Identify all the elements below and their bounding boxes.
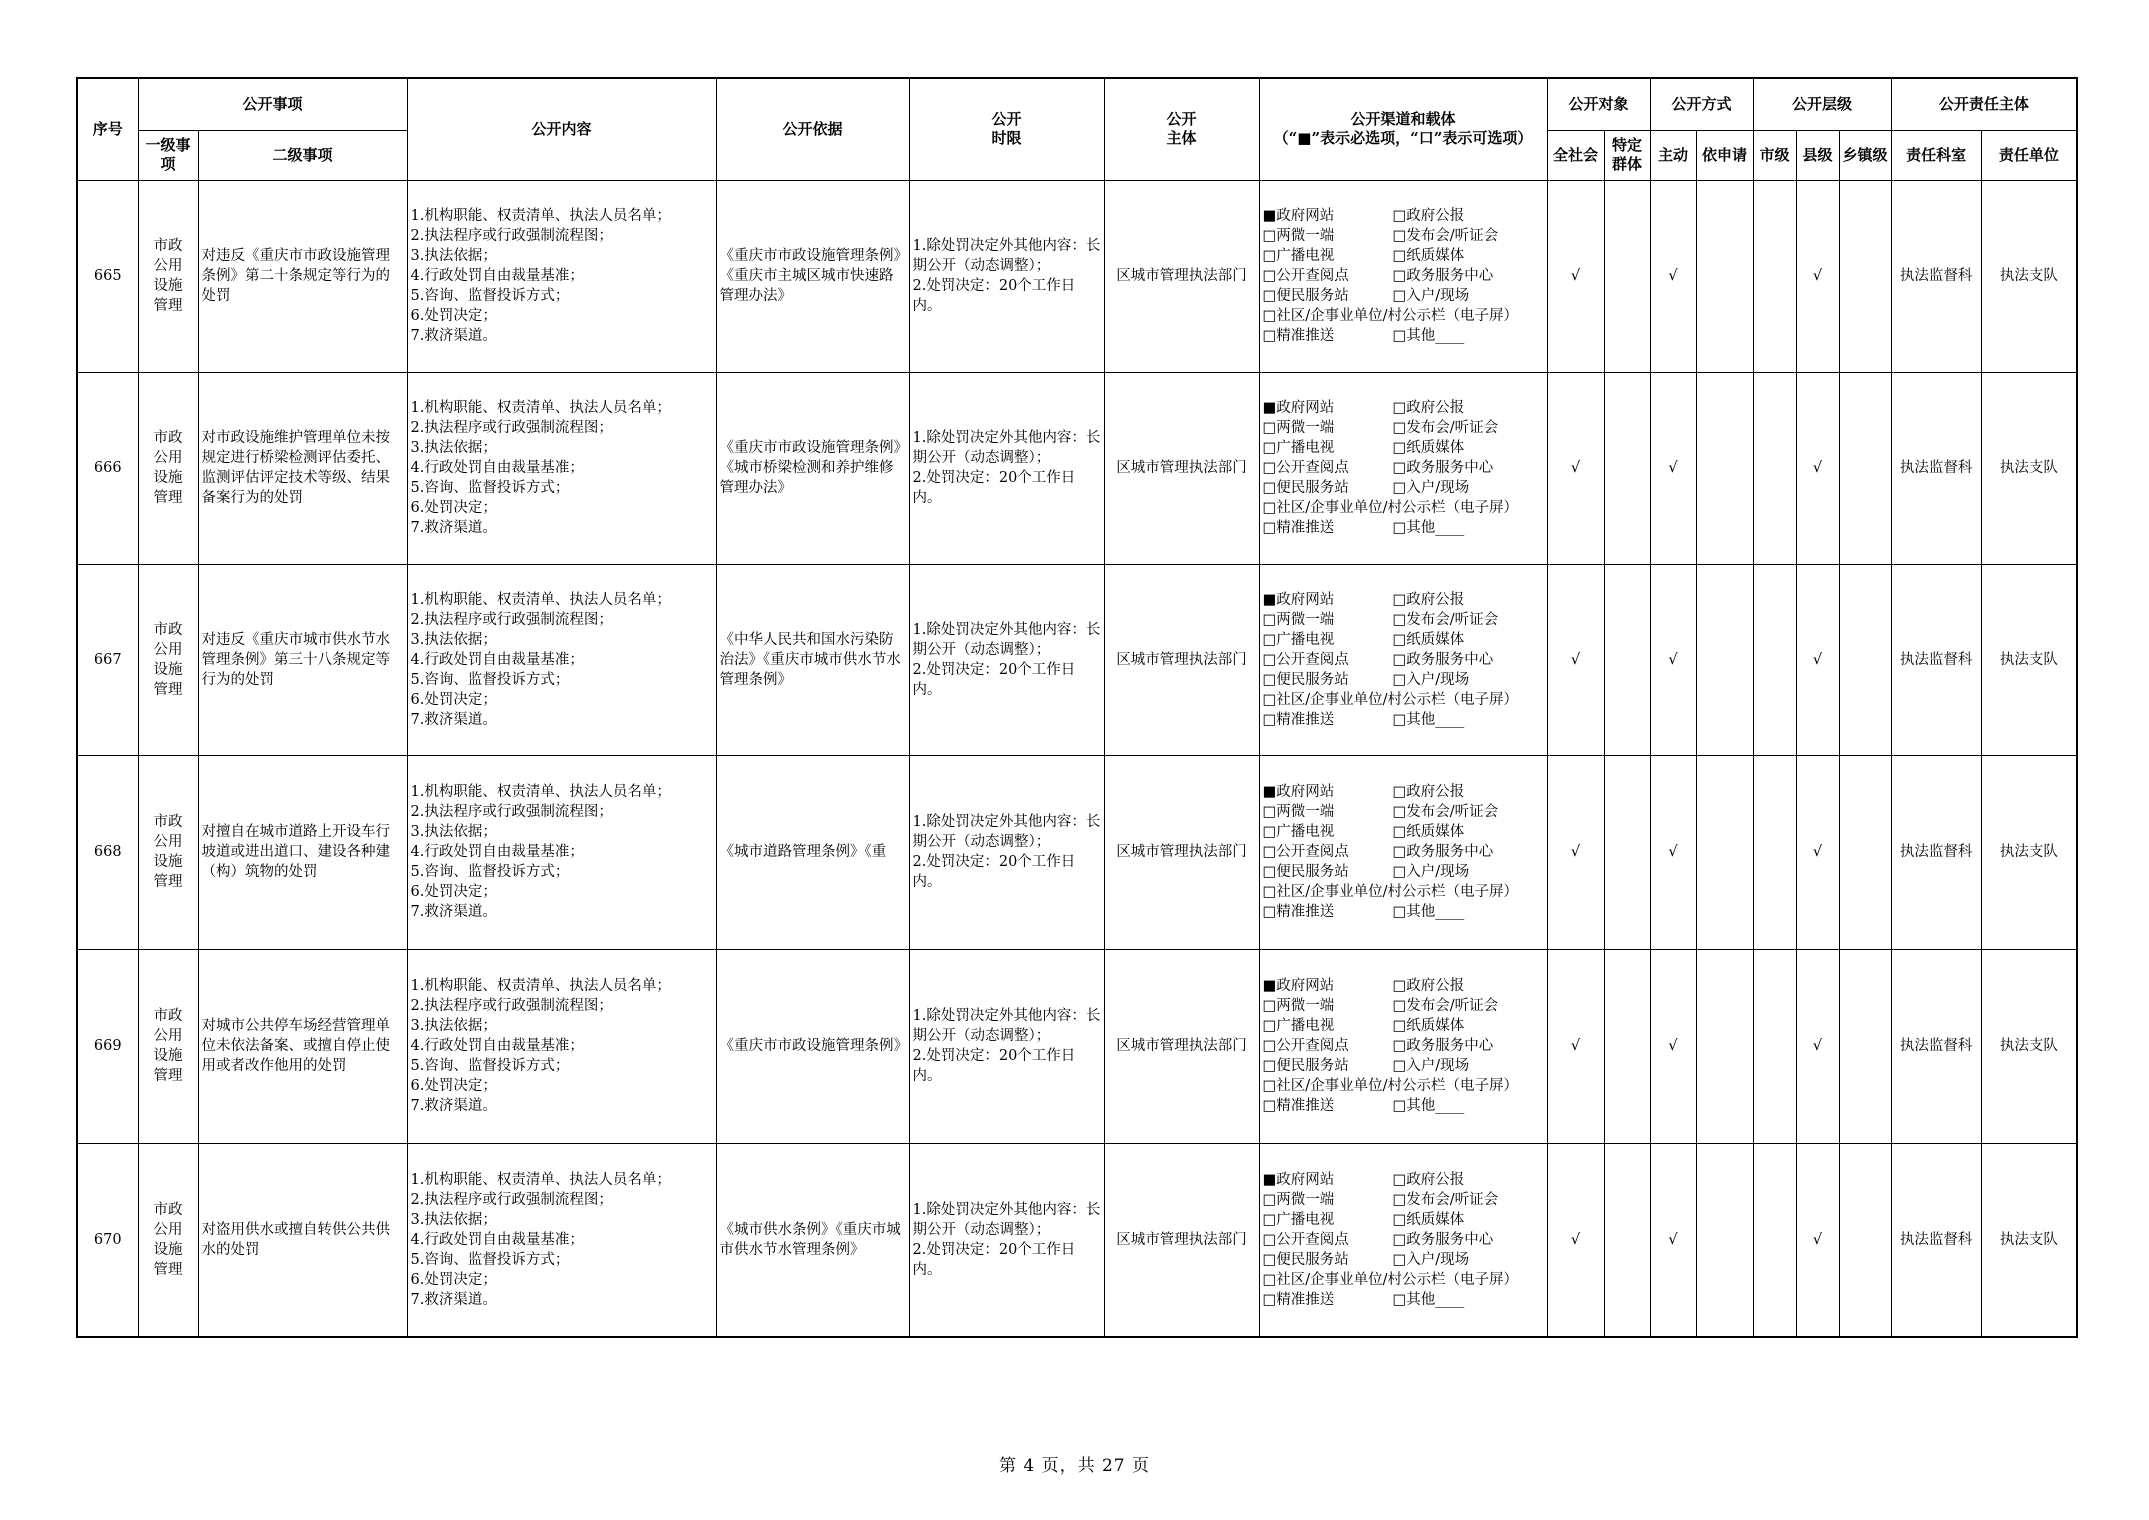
- row-county: √: [1796, 1143, 1839, 1337]
- row-on-request: [1696, 949, 1753, 1143]
- channel-option: □纸质媒体: [1392, 1211, 1465, 1228]
- row-basis: 《重庆市市政设施管理条例》: [716, 949, 909, 1143]
- row-content: 1.机构职能、权责清单、执法人员名单； 2.执法程序或行政强制流程图； 3.执法依据； 4.行政处罚自由裁量基准； 5.咨询、监督投诉方式； 6.处罚决定； 7.救济渠道。: [407, 755, 716, 949]
- row-resp-unit: 执法支队: [1981, 564, 2077, 755]
- channel-list: [1263, 398, 1544, 538]
- row-city: [1753, 372, 1796, 564]
- row-basis: 《城市供水条例》《重庆市城市供水节水管理条例》: [716, 1143, 909, 1337]
- channel-option: □入户/现场: [1392, 1251, 1470, 1268]
- row-resp-office: 执法监督科: [1891, 949, 1981, 1143]
- row-resp-office: 执法监督科: [1891, 180, 1981, 372]
- channel-option: □入户/现场: [1392, 671, 1470, 688]
- row-channels: [1259, 755, 1547, 949]
- row-city: [1753, 949, 1796, 1143]
- channel-list: [1263, 1170, 1544, 1310]
- channel-option: □政府公报: [1392, 400, 1465, 416]
- header-county: 县级: [1796, 130, 1839, 180]
- header-city: 市级: [1753, 130, 1796, 180]
- row-subject: 区城市管理执法部门: [1104, 755, 1259, 949]
- channel-option: □其他____: [1392, 328, 1465, 344]
- row-all-society: √: [1547, 372, 1604, 564]
- row-city: [1753, 180, 1796, 372]
- channel-option: □社区/企事业单位/村公示栏（电子屏）: [1262, 691, 1518, 708]
- row-subject: 区城市管理执法部门: [1104, 1143, 1259, 1337]
- row-channels: [1259, 564, 1547, 755]
- channel-list: [1263, 782, 1544, 922]
- row-resp-unit: 执法支队: [1981, 372, 2077, 564]
- row-channels: [1259, 180, 1547, 372]
- row-active: √: [1650, 949, 1696, 1143]
- channel-list: [1263, 590, 1544, 730]
- channel-option: □入户/现场: [1392, 864, 1470, 880]
- header-resp: 公开责任主体: [1891, 78, 2077, 130]
- channel-option: □政务服务中心: [1392, 1038, 1494, 1054]
- channel-option: □精准推送: [1262, 711, 1335, 728]
- channel-option: □社区/企事业单位/村公示栏（电子屏）: [1262, 500, 1518, 516]
- channel-option: □广播电视: [1262, 248, 1335, 264]
- row-active: √: [1650, 180, 1696, 372]
- channel-option: □公开查阅点: [1262, 651, 1349, 668]
- channel-option: □发布会/听证会: [1392, 228, 1499, 244]
- row-on-request: [1696, 372, 1753, 564]
- row-township: [1839, 180, 1891, 372]
- row-level2: 对城市公共停车场经营管理单位未依法备案、或擅自停止使用或者改作他用的处罚: [198, 949, 407, 1143]
- channel-option: ■政府网站: [1262, 1171, 1335, 1188]
- channel-option: □两微一端: [1262, 228, 1335, 244]
- channel-option: □发布会/听证会: [1392, 1191, 1499, 1208]
- channel-option: □入户/现场: [1392, 288, 1470, 304]
- channel-option: □社区/企事业单位/村公示栏（电子屏）: [1262, 1271, 1518, 1288]
- row-seq: 665: [77, 180, 138, 372]
- channel-option: □发布会/听证会: [1392, 420, 1499, 436]
- header-resp-unit: 责任单位: [1981, 130, 2077, 180]
- channel-option: □公开查阅点: [1262, 268, 1349, 284]
- header-resp-office: 责任科室: [1891, 130, 1981, 180]
- row-time-limit: 1.除处罚决定外其他内容：长期公开（动态调整）； 2.处罚决定：20个工作日内。: [909, 1143, 1104, 1337]
- row-township: [1839, 564, 1891, 755]
- row-time-limit: 1.除处罚决定外其他内容：长期公开（动态调整）； 2.处罚决定：20个工作日内。: [909, 949, 1104, 1143]
- row-content: 1.机构职能、权责清单、执法人员名单； 2.执法程序或行政强制流程图； 3.执法依据； 4.行政处罚自由裁量基准； 5.咨询、监督投诉方式； 6.处罚决定； 7.救济渠道。: [407, 949, 716, 1143]
- channel-option: □便民服务站: [1262, 1251, 1349, 1268]
- channel-option: □便民服务站: [1262, 1058, 1349, 1074]
- row-active: √: [1650, 564, 1696, 755]
- row-level2: 对擅自在城市道路上开设车行坡道或进出道口、建设各种建（构）筑物的处罚: [198, 755, 407, 949]
- channel-option: ■政府网站: [1262, 591, 1335, 608]
- row-all-society: √: [1547, 180, 1604, 372]
- row-city: [1753, 755, 1796, 949]
- channel-option: □政府公报: [1392, 591, 1465, 608]
- row-resp-office: 执法监督科: [1891, 755, 1981, 949]
- row-resp-office: 执法监督科: [1891, 1143, 1981, 1337]
- row-county: √: [1796, 949, 1839, 1143]
- row-resp-unit: 执法支队: [1981, 949, 2077, 1143]
- row-basis: 《中华人民共和国水污染防治法》《重庆市城市供水节水管理条例》: [716, 564, 909, 755]
- header-method: 公开方式: [1650, 78, 1753, 130]
- channel-option: ■政府网站: [1262, 978, 1335, 994]
- channel-option: □其他____: [1392, 1098, 1465, 1114]
- table-row: [77, 372, 2077, 564]
- row-time-limit: 1.除处罚决定外其他内容：长期公开（动态调整）； 2.处罚决定：20个工作日内。: [909, 180, 1104, 372]
- row-content: 1.机构职能、权责清单、执法人员名单； 2.执法程序或行政强制流程图； 3.执法依据； 4.行政处罚自由裁量基准； 5.咨询、监督投诉方式； 6.处罚决定； 7.救济渠道。: [407, 564, 716, 755]
- channel-option: □入户/现场: [1392, 480, 1470, 496]
- row-specific-group: [1604, 564, 1650, 755]
- channel-option: □便民服务站: [1262, 671, 1349, 688]
- channel-option: □广播电视: [1262, 1211, 1335, 1228]
- table-row: [77, 564, 2077, 755]
- row-all-society: √: [1547, 755, 1604, 949]
- channel-option: □两微一端: [1262, 804, 1335, 820]
- row-channels: [1259, 372, 1547, 564]
- row-level1: 市政公用设施管理: [138, 1143, 198, 1337]
- header-audience: 公开对象: [1547, 78, 1650, 130]
- channel-option: □政务服务中心: [1392, 844, 1494, 860]
- row-seq: 666: [77, 372, 138, 564]
- row-city: [1753, 1143, 1796, 1337]
- channel-option: □其他____: [1392, 711, 1465, 728]
- row-active: √: [1650, 1143, 1696, 1337]
- row-level1: 市政公用设施管理: [138, 949, 198, 1143]
- header-level2: 二级事项: [198, 130, 407, 180]
- channel-option: □公开查阅点: [1262, 1231, 1349, 1248]
- table-body: [77, 180, 2077, 1337]
- channel-option: □精准推送: [1262, 520, 1335, 536]
- header-level1: 一级事项: [138, 130, 198, 180]
- channel-option: □政府公报: [1392, 1171, 1465, 1188]
- table-row: [77, 755, 2077, 949]
- channel-option: □广播电视: [1262, 631, 1335, 648]
- header-all-society: 全社会: [1547, 130, 1604, 180]
- header-channel: 公开渠道和载体 （“■”表示必选项，“口”表示可选项）: [1259, 78, 1547, 180]
- row-township: [1839, 372, 1891, 564]
- row-subject: 区城市管理执法部门: [1104, 949, 1259, 1143]
- channel-option: □纸质媒体: [1392, 824, 1465, 840]
- channel-option: □两微一端: [1262, 1191, 1335, 1208]
- disclosure-table: [76, 77, 2078, 1338]
- header-active: 主动: [1650, 130, 1696, 180]
- row-content: 1.机构职能、权责清单、执法人员名单； 2.执法程序或行政强制流程图； 3.执法依据； 4.行政处罚自由裁量基准； 5.咨询、监督投诉方式； 6.处罚决定； 7.救济渠道。: [407, 180, 716, 372]
- header-basis: 公开依据: [716, 78, 909, 180]
- channel-option: □政务服务中心: [1392, 460, 1494, 476]
- channel-option: □政府公报: [1392, 784, 1465, 800]
- channel-option: □精准推送: [1262, 904, 1335, 920]
- header-matter: 公开事项: [138, 78, 407, 130]
- row-level1: 市政公用设施管理: [138, 564, 198, 755]
- row-level1: 市政公用设施管理: [138, 180, 198, 372]
- row-specific-group: [1604, 1143, 1650, 1337]
- row-channels: [1259, 949, 1547, 1143]
- channel-option: □政务服务中心: [1392, 268, 1494, 284]
- channel-option: □便民服务站: [1262, 288, 1349, 304]
- channel-option: □精准推送: [1262, 1098, 1335, 1114]
- channel-option: □纸质媒体: [1392, 248, 1465, 264]
- channel-option: □其他____: [1392, 520, 1465, 536]
- header-time-limit: 公开 时限: [909, 78, 1104, 180]
- row-basis: 《重庆市市政设施管理条例》《城市桥梁检测和养护维修管理办法》: [716, 372, 909, 564]
- table-row: [77, 180, 2077, 372]
- row-basis: 《重庆市市政设施管理条例》《重庆市主城区城市快速路管理办法》: [716, 180, 909, 372]
- row-level2: 对盗用供水或擅自转供公共供水的处罚: [198, 1143, 407, 1337]
- row-time-limit: 1.除处罚决定外其他内容：长期公开（动态调整）； 2.处罚决定：20个工作日内。: [909, 372, 1104, 564]
- channel-option: □纸质媒体: [1392, 1018, 1465, 1034]
- channel-list: [1263, 976, 1544, 1116]
- channel-option: □社区/企事业单位/村公示栏（电子屏）: [1262, 308, 1518, 324]
- channel-option: □发布会/听证会: [1392, 804, 1499, 820]
- channel-option: □精准推送: [1262, 328, 1335, 344]
- row-subject: 区城市管理执法部门: [1104, 564, 1259, 755]
- header-subject: 公开 主体: [1104, 78, 1259, 180]
- row-county: √: [1796, 564, 1839, 755]
- page-footer: 第 4 页，共 27 页: [998, 1456, 1151, 1476]
- row-level2: 对市政设施维护管理单位未按规定进行桥梁检测评估委托、监测评估评定技术等级、结果备案行为的处罚: [198, 372, 407, 564]
- channel-option: □政务服务中心: [1392, 651, 1494, 668]
- channel-option: □广播电视: [1262, 440, 1335, 456]
- channel-option: □社区/企事业单位/村公示栏（电子屏）: [1262, 884, 1518, 900]
- row-channels: [1259, 1143, 1547, 1337]
- row-seq: 667: [77, 564, 138, 755]
- channel-option: □便民服务站: [1262, 480, 1349, 496]
- row-resp-unit: 执法支队: [1981, 755, 2077, 949]
- header-township: 乡镇级: [1839, 130, 1891, 180]
- row-specific-group: [1604, 372, 1650, 564]
- row-seq: 668: [77, 755, 138, 949]
- row-seq: 669: [77, 949, 138, 1143]
- row-township: [1839, 949, 1891, 1143]
- header-level: 公开层级: [1753, 78, 1891, 130]
- row-level2: 对违反《重庆市市政设施管理条例》第二十条规定等行为的处罚: [198, 180, 407, 372]
- row-township: [1839, 755, 1891, 949]
- header-content: 公开内容: [407, 78, 716, 180]
- row-county: √: [1796, 372, 1839, 564]
- row-content: 1.机构职能、权责清单、执法人员名单； 2.执法程序或行政强制流程图； 3.执法依据； 4.行政处罚自由裁量基准； 5.咨询、监督投诉方式； 6.处罚决定； 7.救济渠道。: [407, 372, 716, 564]
- channel-option: ■政府网站: [1262, 784, 1335, 800]
- channel-option: ■政府网站: [1262, 400, 1335, 416]
- header-specific-group: 特定群体: [1604, 130, 1650, 180]
- header-on-request: 依申请: [1696, 130, 1753, 180]
- row-resp-office: 执法监督科: [1891, 564, 1981, 755]
- row-county: √: [1796, 755, 1839, 949]
- disclosure-table-container: [76, 77, 2076, 1338]
- row-specific-group: [1604, 180, 1650, 372]
- row-specific-group: [1604, 755, 1650, 949]
- channel-option: □公开查阅点: [1262, 1038, 1349, 1054]
- row-township: [1839, 1143, 1891, 1337]
- row-all-society: √: [1547, 949, 1604, 1143]
- row-resp-office: 执法监督科: [1891, 372, 1981, 564]
- row-resp-unit: 执法支队: [1981, 1143, 2077, 1337]
- header-seq: 序号: [77, 78, 138, 180]
- channel-option: □精准推送: [1262, 1291, 1335, 1308]
- row-active: √: [1650, 755, 1696, 949]
- row-on-request: [1696, 755, 1753, 949]
- channel-option: □政府公报: [1392, 978, 1465, 994]
- row-time-limit: 1.除处罚决定外其他内容：长期公开（动态调整）； 2.处罚决定：20个工作日内。: [909, 564, 1104, 755]
- channel-option: □政务服务中心: [1392, 1231, 1494, 1248]
- row-level1: 市政公用设施管理: [138, 372, 198, 564]
- channel-option: □其他____: [1392, 904, 1465, 920]
- row-city: [1753, 564, 1796, 755]
- table-row: [77, 949, 2077, 1143]
- channel-option: □便民服务站: [1262, 864, 1349, 880]
- row-subject: 区城市管理执法部门: [1104, 372, 1259, 564]
- channel-option: □广播电视: [1262, 1018, 1335, 1034]
- row-all-society: √: [1547, 1143, 1604, 1337]
- row-level1: 市政公用设施管理: [138, 755, 198, 949]
- channel-option: □社区/企事业单位/村公示栏（电子屏）: [1262, 1078, 1518, 1094]
- row-specific-group: [1604, 949, 1650, 1143]
- row-on-request: [1696, 564, 1753, 755]
- channel-option: ■政府网站: [1262, 208, 1335, 224]
- row-time-limit: 1.除处罚决定外其他内容：长期公开（动态调整）； 2.处罚决定：20个工作日内。: [909, 755, 1104, 949]
- channel-option: □发布会/听证会: [1392, 611, 1499, 628]
- row-on-request: [1696, 1143, 1753, 1337]
- channel-option: □公开查阅点: [1262, 460, 1349, 476]
- channel-option: □政府公报: [1392, 208, 1465, 224]
- row-county: √: [1796, 180, 1839, 372]
- row-basis: 《城市道路管理条例》《重: [716, 755, 909, 949]
- row-on-request: [1696, 180, 1753, 372]
- channel-option: □两微一端: [1262, 420, 1335, 436]
- row-level2: 对违反《重庆市城市供水节水管理条例》第三十八条规定等行为的处罚: [198, 564, 407, 755]
- row-subject: 区城市管理执法部门: [1104, 180, 1259, 372]
- channel-option: □入户/现场: [1392, 1058, 1470, 1074]
- header-row-1: [77, 78, 2077, 130]
- row-resp-unit: 执法支队: [1981, 180, 2077, 372]
- row-content: 1.机构职能、权责清单、执法人员名单； 2.执法程序或行政强制流程图； 3.执法依据； 4.行政处罚自由裁量基准； 5.咨询、监督投诉方式； 6.处罚决定； 7.救济渠道。: [407, 1143, 716, 1337]
- table-row: [77, 1143, 2077, 1337]
- row-seq: 670: [77, 1143, 138, 1337]
- channel-list: [1263, 206, 1544, 346]
- channel-option: □两微一端: [1262, 998, 1335, 1014]
- channel-option: □广播电视: [1262, 824, 1335, 840]
- channel-option: □纸质媒体: [1392, 631, 1465, 648]
- channel-option: □发布会/听证会: [1392, 998, 1499, 1014]
- row-all-society: √: [1547, 564, 1604, 755]
- channel-option: □纸质媒体: [1392, 440, 1465, 456]
- channel-option: □公开查阅点: [1262, 844, 1349, 860]
- row-active: √: [1650, 372, 1696, 564]
- channel-option: □两微一端: [1262, 611, 1335, 628]
- channel-option: □其他____: [1392, 1291, 1465, 1308]
